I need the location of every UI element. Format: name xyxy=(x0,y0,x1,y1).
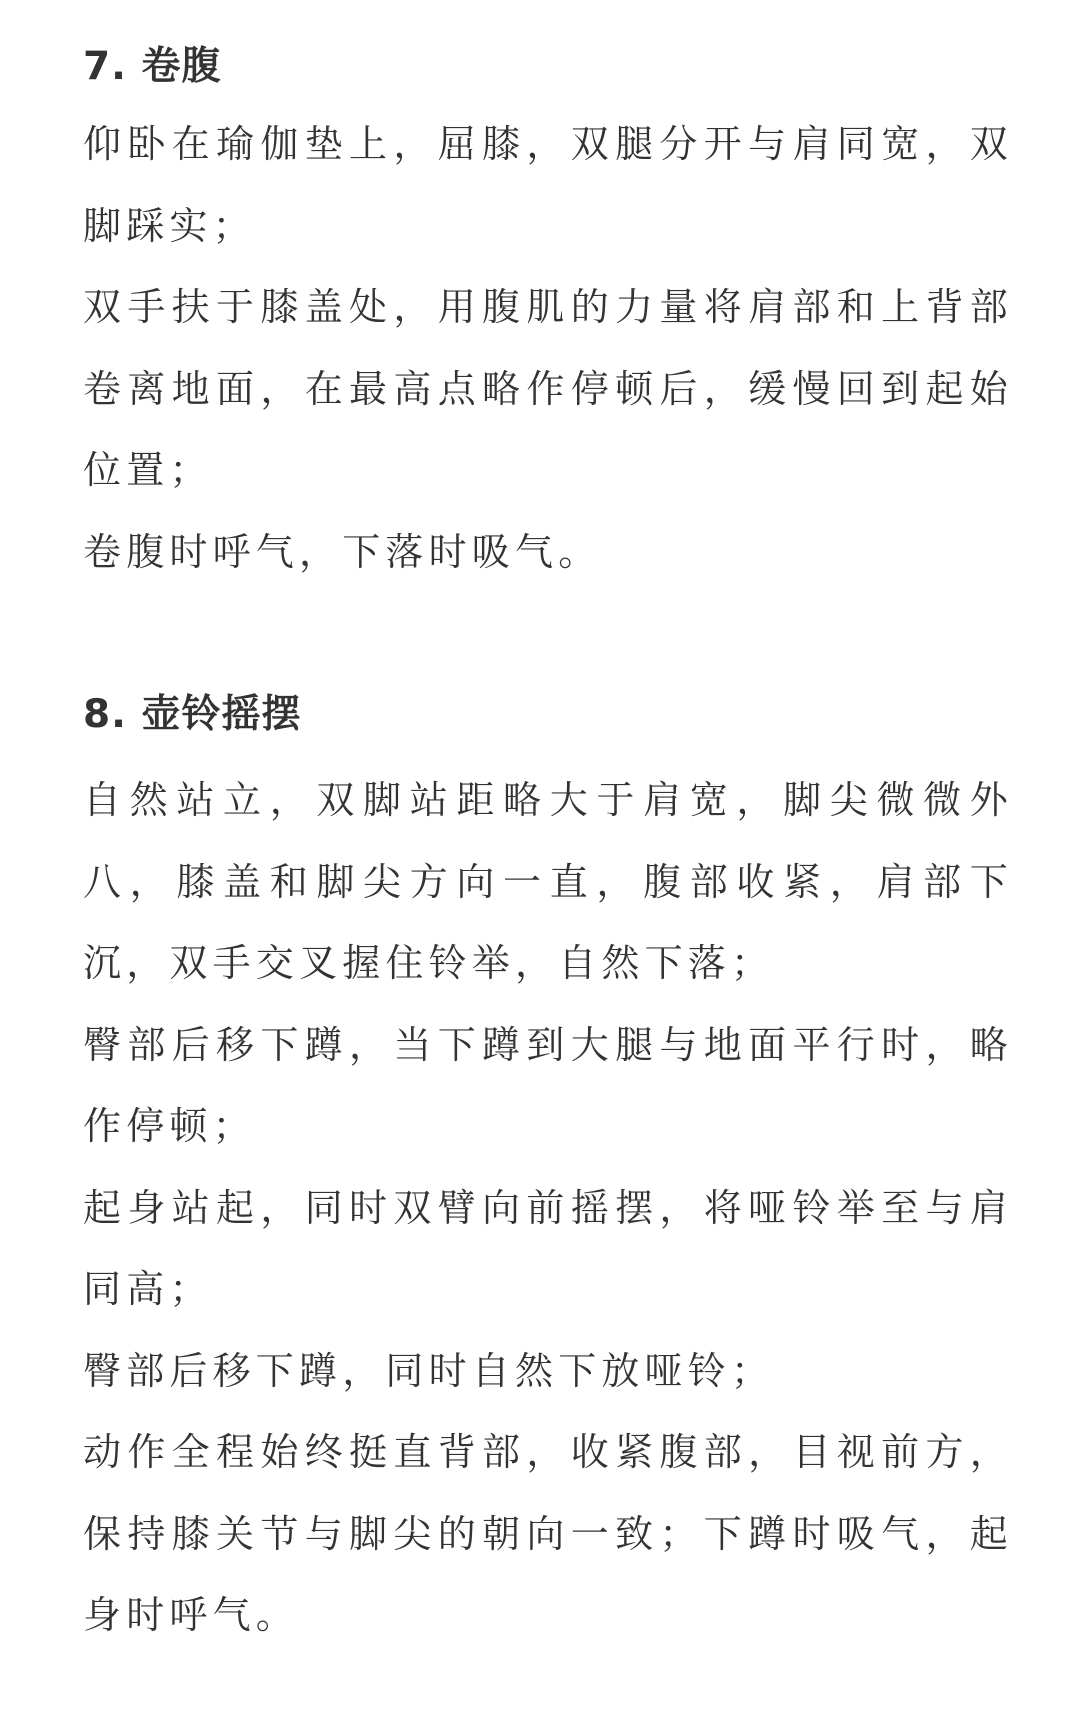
paragraph: 自然站立，双脚站距略大于肩宽，脚尖微微外八，膝盖和脚尖方向一直，腹部收紧，肩部下沉，双手交叉握住铃举，自然下落； xyxy=(83,778,1013,985)
paragraph: 双手扶于膝盖处，用腹肌的力量将肩部和上背部卷离地面，在最高点略作停顿后，缓慢回到起始位置； xyxy=(83,285,1013,492)
paragraph: 臀部后移下蹲，当下蹲到大腿与地面平行时，略作停顿； xyxy=(83,1022,1013,1148)
section-title: 7. 卷腹 xyxy=(83,44,222,89)
paragraph: 仰卧在瑜伽垫上，屈膝，双腿分开与肩同宽，双脚踩实； xyxy=(83,122,1013,248)
paragraph: 起身站起，同时双臂向前摇摆，将哑铃举至与肩同高； xyxy=(83,1185,1013,1311)
section-content xyxy=(83,760,1013,1657)
section-title: 8. 壶铃摇摆 xyxy=(83,692,302,737)
section-content xyxy=(83,104,1013,593)
paragraph: 臀部后移下蹲，同时自然下放哑铃； xyxy=(83,1348,775,1393)
section-kettlebell-swing xyxy=(83,688,1013,1657)
paragraph: 卷腹时呼气，下落时吸气。 xyxy=(83,529,602,574)
article-body xyxy=(83,40,1013,1637)
section-crunch xyxy=(83,40,1013,593)
paragraph: 动作全程始终挺直背部，收紧腹部，目视前方，保持膝关节与脚尖的朝向一致；下蹲时吸气，起身时呼气。 xyxy=(83,1430,1013,1637)
